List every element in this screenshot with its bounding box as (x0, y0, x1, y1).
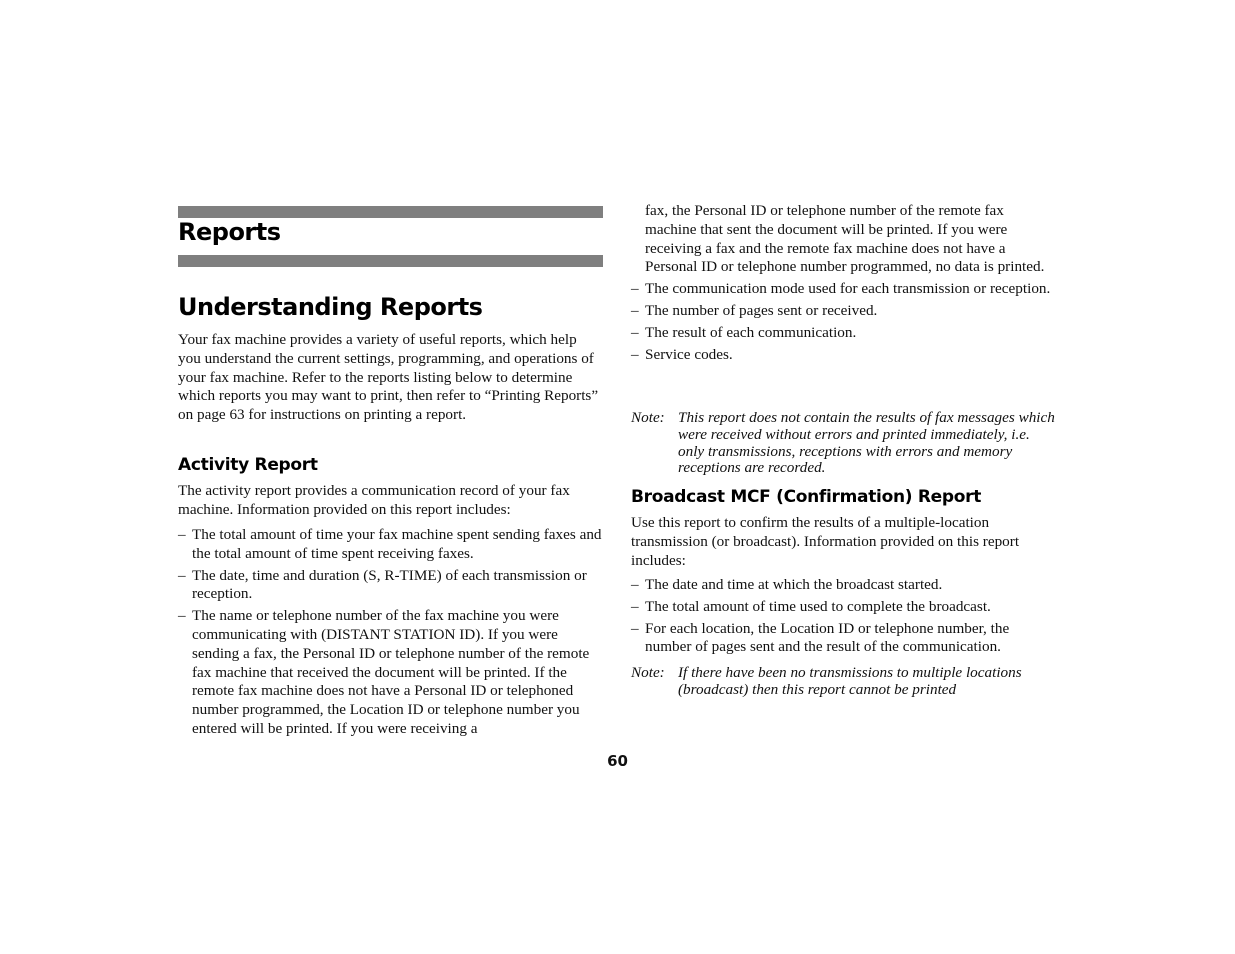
chapter-bottom-rule (178, 255, 603, 267)
list-item: – The date and time at which the broadcast started. (631, 576, 943, 593)
dash-bullet: – (631, 576, 639, 593)
activity-report-intro: The activity report provides a communication record of your fax machine. Information provided on this report includes: (178, 482, 570, 518)
broadcast-report-note (631, 665, 1056, 699)
dash-bullet: – (178, 566, 186, 584)
note-text: This report does not contain the results of fax messages which were received without errors and printed immediately, i.e. only transmissions, receptions with errors and memory receptions are recorded. (678, 409, 1055, 477)
broadcast-report-heading: Broadcast MCF (Confirmation) Report (631, 487, 982, 507)
list-item: – The date, time and duration (S, R-TIME) of each transmission or reception. (178, 566, 587, 603)
activity-report-list (178, 526, 603, 742)
dash-bullet: – (631, 597, 639, 615)
intro-paragraph: Your fax machine provides a variety of useful reports, which help you understand the current settings, programming, and operations of your fax machine. Refer to the reports listing below to determine which reports you may want to print, then refer to “Printing Reports” on page 63 for instructions on printing a report. (178, 331, 599, 424)
note-label: Note: (631, 409, 665, 426)
list-item: – The name or telephone number of the fax machine you were communicating with (DISTANT STATION ID). If you were sending a fax, the Personal ID or telephone number of the remote fax machine that received the document will be printed. If the remote fax machine does not have a Personal ID or telephoned number programmed, the Location ID or telephone number you entered will be printed. If you were receiving a (178, 607, 590, 737)
dash-bullet: – (178, 526, 186, 543)
list-item: – For each location, the Location ID or telephone number, the number of pages sent and the result of the communication. (631, 619, 1010, 656)
dash-bullet: – (631, 345, 639, 363)
broadcast-report-intro: Use this report to confirm the results of a multiple-location transmission (or broadcast). Information provided on this report includes: (631, 514, 1020, 569)
broadcast-report-list (631, 576, 1056, 660)
page-number: 60 (607, 752, 628, 770)
list-item: – The total amount of time your fax machine spent sending faxes and the total amount of time spent receiving faxes. (178, 526, 602, 562)
dash-bullet: – (631, 323, 639, 341)
dash-bullet: – (178, 607, 186, 625)
list-item: – The result of each communication. (631, 323, 857, 341)
list-item: – The total amount of time used to complete the broadcast. (631, 597, 991, 615)
chapter-title: Reports (178, 218, 281, 246)
note-text: If there have been no transmissions to multiple locations (broadcast) then this report cannot be printed (678, 664, 1022, 698)
list-item: – The communication mode used for each transmission or reception. (631, 280, 1051, 298)
dash-bullet: – (631, 301, 639, 319)
section-title: Understanding Reports (178, 293, 483, 321)
list-item: – The number of pages sent or received. (631, 301, 878, 319)
list-item-continuation: fax, the Personal ID or telephone number of the remote fax machine that sent the document will be printed. If you were receiving a fax and the remote fax machine does not have a Personal ID or telephone number programmed, no data is printed. (645, 202, 1045, 276)
dash-bullet: – (631, 619, 639, 637)
activity-report-list-continued (631, 202, 1056, 367)
activity-report-note (631, 410, 1056, 477)
dash-bullet: – (631, 280, 639, 298)
activity-report-heading: Activity Report (178, 455, 318, 475)
list-item: – Service codes. (631, 345, 733, 363)
note-label: Note: (631, 664, 665, 681)
